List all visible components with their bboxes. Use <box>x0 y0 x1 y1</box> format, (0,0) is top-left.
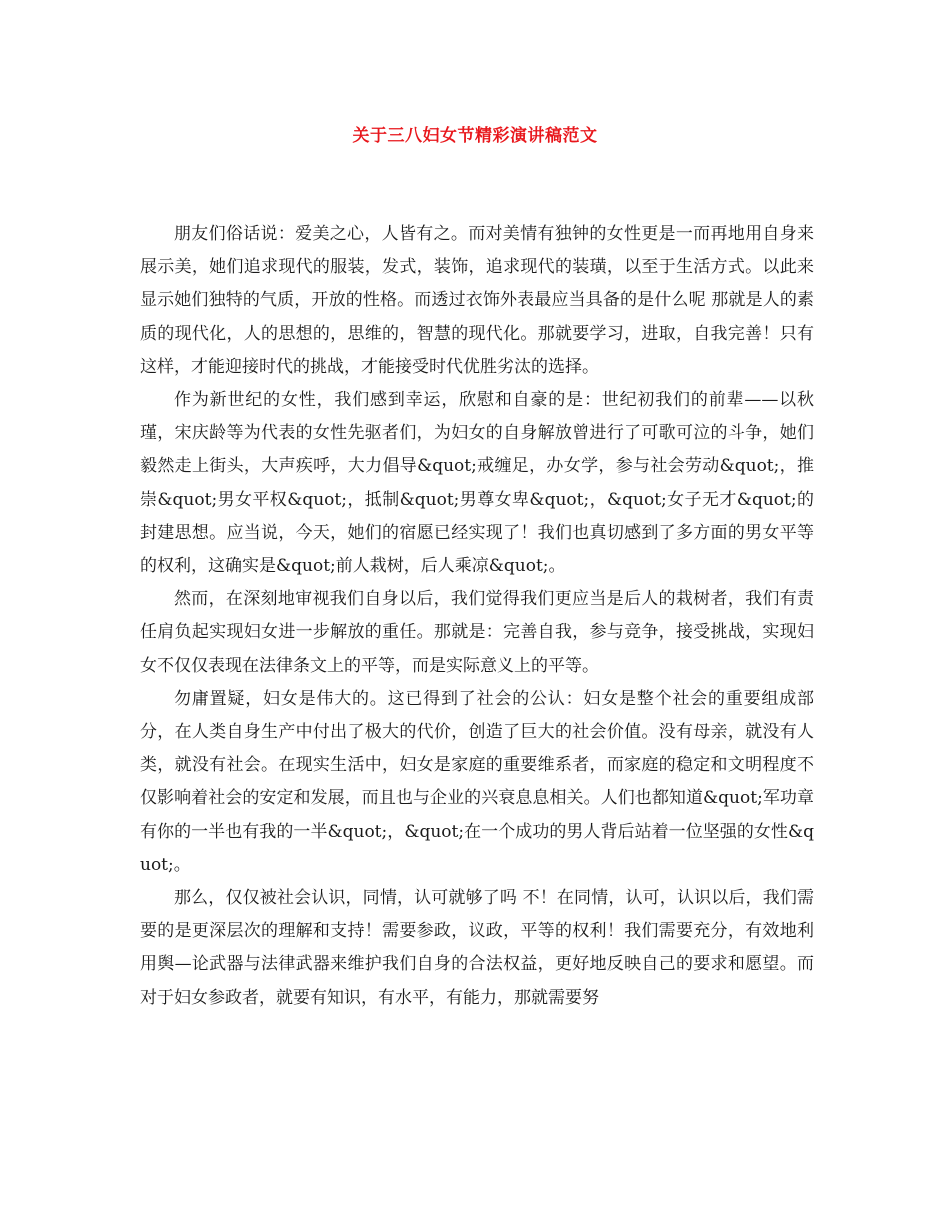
document-title: 关于三八妇女节精彩演讲稿范文 <box>352 126 598 146</box>
paragraph: 勿庸置疑，妇女是伟大的。这已得到了社会的公认：妇女是整个社会的重要组成部分，在人类自身生产中付出了极大的代价，创造了巨大的社会价值。没有母亲，就没有人类，就没有社会。在现实生活中，妇女是家庭的重要维系者，而家庭的稳定和文明程度不仅影响着社会的安定和发展，而且也与企业的兴衰息息相关。人们也都知道&quot;军功章有你的一半也有我的一半&quot;，&quot;在一个成功的男人背后站着一位坚强的女性&quot;。 <box>140 688 814 875</box>
document-body <box>140 218 814 1015</box>
paragraph: 然而，在深刻地审视我们自身以后，我们觉得我们更应当是后人的栽树者，我们有责任肩负起实现妇女进一步解放的重任。那就是：完善自我，参与竞争，接受挑战，实现妇女不仅仅表现在法律条文上的平等，而是实际意义上的平等。 <box>140 589 814 676</box>
paragraph: 作为新世纪的女性，我们感到幸运，欣慰和自豪的是：世纪初我们的前辈——以秋瑾，宋庆龄等为代表的女性先驱者们，为妇女的自身解放曾进行了可歌可泣的斗争，她们毅然走上街头，大声疾呼，大力倡导&quot;戒缠足，办女学，参与社会劳动&quot;，推崇&quot;男女平权&quot;，抵制&quot;男尊女卑&quot;，&quot;女子无才&quot;的封建思想。应当说，今天，她们的宿愿已经实现了！我们也真切感到了多方面的男女平等的权利，这确实是&quot;前人栽树，后人乘凉&quot;。 <box>140 390 814 577</box>
paragraph: 那么，仅仅被社会认识，同情，认可就够了吗 不！在同情，认可，认识以后，我们需要的是更深层次的理解和支持！需要参政，议政，平等的权利！我们需要充分，有效地利用舆—论武器与法律武器来维护我们自身的合法权益，更好地反映自己的要求和愿望。而对于妇女参政者，就要有知识，有水平，有能力，那就需要努 <box>140 888 814 1008</box>
paragraph: 朋友们俗话说：爱美之心，人皆有之。而对美情有独钟的女性更是一而再地用自身来展示美，她们追求现代的服装，发式，装饰，追求现代的装璜，以至于生活方式。以此来显示她们独特的气质，开放的性格。而透过衣饰外表最应当具备的是什么呢 那就是人的素质的现代化，人的思想的，思维的，智慧的现代化。那就要学习，进取，自我完善！只有这样，才能迎接时代的挑战，才能接受时代优胜劣汰的选择。 <box>140 224 814 377</box>
